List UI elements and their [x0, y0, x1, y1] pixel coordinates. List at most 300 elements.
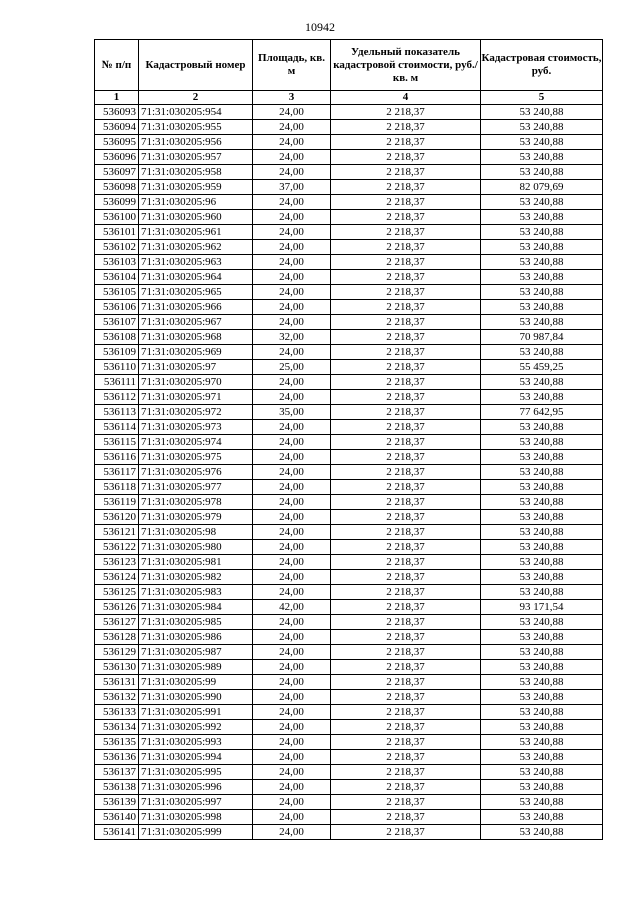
specific-value-cell: 2 218,37: [331, 465, 481, 480]
table-row: [95, 765, 603, 780]
column-number: 5: [481, 91, 603, 105]
area-cell: 24,00: [253, 795, 331, 810]
row-number-cell: 536123: [95, 555, 139, 570]
cadastral-number-cell: 71:31:030205:963: [139, 255, 253, 270]
area-cell: 24,00: [253, 465, 331, 480]
table-row: [95, 435, 603, 450]
specific-value-cell: 2 218,37: [331, 315, 481, 330]
header-cadastral-cost: Кадастровая стоимость, руб.: [481, 40, 603, 91]
specific-value-cell: 2 218,37: [331, 105, 481, 120]
specific-value-cell: 2 218,37: [331, 705, 481, 720]
header-cadastral-number: Кадастровый номер: [139, 40, 253, 91]
area-cell: 24,00: [253, 435, 331, 450]
table-row: [95, 510, 603, 525]
area-cell: 24,00: [253, 570, 331, 585]
table-row: [95, 420, 603, 435]
cadastral-cost-cell: 53 240,88: [481, 615, 603, 630]
cadastral-cost-cell: 53 240,88: [481, 195, 603, 210]
area-cell: 24,00: [253, 450, 331, 465]
area-cell: 24,00: [253, 780, 331, 795]
specific-value-cell: 2 218,37: [331, 810, 481, 825]
area-cell: 24,00: [253, 810, 331, 825]
row-number-cell: 536124: [95, 570, 139, 585]
cadastral-cost-cell: 53 240,88: [481, 585, 603, 600]
table-row: [95, 120, 603, 135]
area-cell: 24,00: [253, 765, 331, 780]
table-row: [95, 465, 603, 480]
specific-value-cell: 2 218,37: [331, 210, 481, 225]
area-cell: 24,00: [253, 240, 331, 255]
table-row: [95, 705, 603, 720]
cadastral-cost-cell: 53 240,88: [481, 375, 603, 390]
row-number-cell: 536135: [95, 735, 139, 750]
cadastral-cost-cell: 53 240,88: [481, 675, 603, 690]
cadastral-cost-cell: 53 240,88: [481, 540, 603, 555]
header-area: Площадь, кв. м: [253, 40, 331, 91]
table-row: [95, 555, 603, 570]
cadastral-number-cell: 71:31:030205:968: [139, 330, 253, 345]
area-cell: 24,00: [253, 120, 331, 135]
row-number-cell: 536117: [95, 465, 139, 480]
table-row: [95, 285, 603, 300]
cadastral-number-cell: 71:31:030205:991: [139, 705, 253, 720]
cadastral-cost-cell: 53 240,88: [481, 285, 603, 300]
column-number: 1: [95, 91, 139, 105]
specific-value-cell: 2 218,37: [331, 540, 481, 555]
cadastral-number-cell: 71:31:030205:979: [139, 510, 253, 525]
table-row: [95, 270, 603, 285]
area-cell: 24,00: [253, 540, 331, 555]
specific-value-cell: 2 218,37: [331, 390, 481, 405]
specific-value-cell: 2 218,37: [331, 825, 481, 840]
cadastral-value-table: [94, 39, 603, 840]
table-row: [95, 645, 603, 660]
specific-value-cell: 2 218,37: [331, 600, 481, 615]
specific-value-cell: 2 218,37: [331, 555, 481, 570]
cadastral-cost-cell: 53 240,88: [481, 270, 603, 285]
area-cell: 24,00: [253, 255, 331, 270]
area-cell: 24,00: [253, 480, 331, 495]
row-number-cell: 536100: [95, 210, 139, 225]
specific-value-cell: 2 218,37: [331, 285, 481, 300]
cadastral-cost-cell: 53 240,88: [481, 390, 603, 405]
cadastral-cost-cell: 53 240,88: [481, 135, 603, 150]
table-row: [95, 165, 603, 180]
area-cell: 24,00: [253, 825, 331, 840]
table-row: [95, 135, 603, 150]
specific-value-cell: 2 218,37: [331, 570, 481, 585]
row-number-cell: 536109: [95, 345, 139, 360]
area-cell: 35,00: [253, 405, 331, 420]
cadastral-number-cell: 71:31:030205:99: [139, 675, 253, 690]
cadastral-number-cell: 71:31:030205:995: [139, 765, 253, 780]
row-number-cell: 536098: [95, 180, 139, 195]
table-row: [95, 615, 603, 630]
table-row: [95, 630, 603, 645]
area-cell: 24,00: [253, 525, 331, 540]
specific-value-cell: 2 218,37: [331, 405, 481, 420]
cadastral-number-cell: 71:31:030205:971: [139, 390, 253, 405]
cadastral-number-cell: 71:31:030205:994: [139, 750, 253, 765]
cadastral-number-cell: 71:31:030205:990: [139, 690, 253, 705]
cadastral-cost-cell: 93 171,54: [481, 600, 603, 615]
cadastral-cost-cell: 53 240,88: [481, 435, 603, 450]
table-row: [95, 795, 603, 810]
cadastral-number-cell: 71:31:030205:993: [139, 735, 253, 750]
column-number: 2: [139, 91, 253, 105]
area-cell: 32,00: [253, 330, 331, 345]
cadastral-cost-cell: 53 240,88: [481, 510, 603, 525]
table-row: [95, 540, 603, 555]
table-row: [95, 360, 603, 375]
specific-value-cell: 2 218,37: [331, 645, 481, 660]
cadastral-cost-cell: 53 240,88: [481, 300, 603, 315]
specific-value-cell: 2 218,37: [331, 585, 481, 600]
cadastral-number-cell: 71:31:030205:986: [139, 630, 253, 645]
cadastral-number-cell: 71:31:030205:974: [139, 435, 253, 450]
table-row: [95, 330, 603, 345]
row-number-cell: 536114: [95, 420, 139, 435]
specific-value-cell: 2 218,37: [331, 780, 481, 795]
cadastral-number-cell: 71:31:030205:972: [139, 405, 253, 420]
specific-value-cell: 2 218,37: [331, 615, 481, 630]
area-cell: 24,00: [253, 495, 331, 510]
cadastral-cost-cell: 53 240,88: [481, 690, 603, 705]
area-cell: 24,00: [253, 375, 331, 390]
table-row: [95, 150, 603, 165]
specific-value-cell: 2 218,37: [331, 375, 481, 390]
specific-value-cell: 2 218,37: [331, 420, 481, 435]
area-cell: 24,00: [253, 645, 331, 660]
table-row: [95, 315, 603, 330]
cadastral-cost-cell: 53 240,88: [481, 210, 603, 225]
cadastral-cost-cell: 53 240,88: [481, 495, 603, 510]
area-cell: 24,00: [253, 150, 331, 165]
row-number-cell: 536093: [95, 105, 139, 120]
cadastral-number-cell: 71:31:030205:996: [139, 780, 253, 795]
cadastral-number-cell: 71:31:030205:969: [139, 345, 253, 360]
cadastral-number-cell: 71:31:030205:976: [139, 465, 253, 480]
area-cell: 24,00: [253, 300, 331, 315]
area-cell: 24,00: [253, 345, 331, 360]
cadastral-cost-cell: 53 240,88: [481, 345, 603, 360]
specific-value-cell: 2 218,37: [331, 360, 481, 375]
specific-value-cell: 2 218,37: [331, 735, 481, 750]
table-header-row: [95, 40, 603, 91]
area-cell: 24,00: [253, 195, 331, 210]
area-cell: 24,00: [253, 285, 331, 300]
row-number-cell: 536096: [95, 150, 139, 165]
row-number-cell: 536128: [95, 630, 139, 645]
cadastral-number-cell: 71:31:030205:999: [139, 825, 253, 840]
row-number-cell: 536136: [95, 750, 139, 765]
row-number-cell: 536120: [95, 510, 139, 525]
row-number-cell: 536115: [95, 435, 139, 450]
cadastral-number-cell: 71:31:030205:987: [139, 645, 253, 660]
specific-value-cell: 2 218,37: [331, 120, 481, 135]
table-row: [95, 720, 603, 735]
row-number-cell: 536104: [95, 270, 139, 285]
row-number-cell: 536130: [95, 660, 139, 675]
row-number-cell: 536107: [95, 315, 139, 330]
area-cell: 24,00: [253, 675, 331, 690]
cadastral-cost-cell: 53 240,88: [481, 165, 603, 180]
cadastral-cost-cell: 53 240,88: [481, 795, 603, 810]
cadastral-cost-cell: 53 240,88: [481, 450, 603, 465]
area-cell: 24,00: [253, 420, 331, 435]
cadastral-number-cell: 71:31:030205:98: [139, 525, 253, 540]
row-number-cell: 536103: [95, 255, 139, 270]
cadastral-cost-cell: 77 642,95: [481, 405, 603, 420]
table-row: [95, 390, 603, 405]
area-cell: 24,00: [253, 270, 331, 285]
specific-value-cell: 2 218,37: [331, 270, 481, 285]
row-number-cell: 536138: [95, 780, 139, 795]
cadastral-cost-cell: 53 240,88: [481, 570, 603, 585]
cadastral-cost-cell: 53 240,88: [481, 750, 603, 765]
table-row: [95, 195, 603, 210]
cadastral-number-cell: 71:31:030205:989: [139, 660, 253, 675]
table-row: [95, 750, 603, 765]
specific-value-cell: 2 218,37: [331, 150, 481, 165]
row-number-cell: 536129: [95, 645, 139, 660]
cadastral-cost-cell: 53 240,88: [481, 120, 603, 135]
specific-value-cell: 2 218,37: [331, 330, 481, 345]
cadastral-cost-cell: 53 240,88: [481, 825, 603, 840]
area-cell: 24,00: [253, 105, 331, 120]
cadastral-cost-cell: 53 240,88: [481, 810, 603, 825]
table-row: [95, 375, 603, 390]
row-number-cell: 536099: [95, 195, 139, 210]
cadastral-cost-cell: 53 240,88: [481, 480, 603, 495]
column-number: 4: [331, 91, 481, 105]
table-row: [95, 585, 603, 600]
row-number-cell: 536110: [95, 360, 139, 375]
table-row: [95, 735, 603, 750]
area-cell: 24,00: [253, 555, 331, 570]
area-cell: 42,00: [253, 600, 331, 615]
cadastral-number-cell: 71:31:030205:982: [139, 570, 253, 585]
specific-value-cell: 2 218,37: [331, 195, 481, 210]
cadastral-cost-cell: 53 240,88: [481, 150, 603, 165]
specific-value-cell: 2 218,37: [331, 240, 481, 255]
row-number-cell: 536137: [95, 765, 139, 780]
row-number-cell: 536126: [95, 600, 139, 615]
cadastral-cost-cell: 53 240,88: [481, 555, 603, 570]
table-row: [95, 600, 603, 615]
area-cell: 24,00: [253, 750, 331, 765]
area-cell: 37,00: [253, 180, 331, 195]
table-row: [95, 255, 603, 270]
specific-value-cell: 2 218,37: [331, 525, 481, 540]
cadastral-cost-cell: 53 240,88: [481, 720, 603, 735]
cadastral-cost-cell: 53 240,88: [481, 630, 603, 645]
specific-value-cell: 2 218,37: [331, 255, 481, 270]
table-row: [95, 480, 603, 495]
row-number-cell: 536139: [95, 795, 139, 810]
cadastral-number-cell: 71:31:030205:983: [139, 585, 253, 600]
cadastral-cost-cell: 53 240,88: [481, 525, 603, 540]
row-number-cell: 536122: [95, 540, 139, 555]
area-cell: 24,00: [253, 210, 331, 225]
specific-value-cell: 2 218,37: [331, 135, 481, 150]
area-cell: 24,00: [253, 135, 331, 150]
specific-value-cell: 2 218,37: [331, 660, 481, 675]
cadastral-number-cell: 71:31:030205:980: [139, 540, 253, 555]
cadastral-number-cell: 71:31:030205:956: [139, 135, 253, 150]
area-cell: 24,00: [253, 705, 331, 720]
specific-value-cell: 2 218,37: [331, 750, 481, 765]
cadastral-number-cell: 71:31:030205:955: [139, 120, 253, 135]
column-number-row: [95, 91, 603, 105]
row-number-cell: 536094: [95, 120, 139, 135]
table-row: [95, 525, 603, 540]
row-number-cell: 536140: [95, 810, 139, 825]
cadastral-number-cell: 71:31:030205:970: [139, 375, 253, 390]
cadastral-number-cell: 71:31:030205:960: [139, 210, 253, 225]
specific-value-cell: 2 218,37: [331, 450, 481, 465]
table-row: [95, 345, 603, 360]
cadastral-cost-cell: 53 240,88: [481, 105, 603, 120]
specific-value-cell: 2 218,37: [331, 675, 481, 690]
cadastral-number-cell: 71:31:030205:957: [139, 150, 253, 165]
row-number-cell: 536119: [95, 495, 139, 510]
header-row-number: № п/п: [95, 40, 139, 91]
cadastral-cost-cell: 53 240,88: [481, 660, 603, 675]
specific-value-cell: 2 218,37: [331, 300, 481, 315]
table-row: [95, 690, 603, 705]
table-row: [95, 300, 603, 315]
cadastral-cost-cell: 53 240,88: [481, 225, 603, 240]
cadastral-cost-cell: 53 240,88: [481, 255, 603, 270]
area-cell: 24,00: [253, 390, 331, 405]
cadastral-number-cell: 71:31:030205:97: [139, 360, 253, 375]
row-number-cell: 536097: [95, 165, 139, 180]
table-row: [95, 675, 603, 690]
row-number-cell: 536116: [95, 450, 139, 465]
cadastral-number-cell: 71:31:030205:961: [139, 225, 253, 240]
page-number: 10942: [305, 20, 335, 34]
cadastral-cost-cell: 82 079,69: [481, 180, 603, 195]
specific-value-cell: 2 218,37: [331, 765, 481, 780]
row-number-cell: 536132: [95, 690, 139, 705]
row-number-cell: 536121: [95, 525, 139, 540]
cadastral-number-cell: 71:31:030205:964: [139, 270, 253, 285]
row-number-cell: 536101: [95, 225, 139, 240]
cadastral-number-cell: 71:31:030205:958: [139, 165, 253, 180]
cadastral-cost-cell: 53 240,88: [481, 315, 603, 330]
cadastral-number-cell: 71:31:030205:966: [139, 300, 253, 315]
specific-value-cell: 2 218,37: [331, 480, 481, 495]
row-number-cell: 536095: [95, 135, 139, 150]
cadastral-number-cell: 71:31:030205:977: [139, 480, 253, 495]
area-cell: 24,00: [253, 660, 331, 675]
area-cell: 24,00: [253, 735, 331, 750]
specific-value-cell: 2 218,37: [331, 495, 481, 510]
area-cell: 24,00: [253, 165, 331, 180]
specific-value-cell: 2 218,37: [331, 435, 481, 450]
area-cell: 25,00: [253, 360, 331, 375]
table-row: [95, 240, 603, 255]
specific-value-cell: 2 218,37: [331, 690, 481, 705]
cadastral-number-cell: 71:31:030205:973: [139, 420, 253, 435]
table-row: [95, 225, 603, 240]
cadastral-number-cell: 71:31:030205:992: [139, 720, 253, 735]
table-row: [95, 825, 603, 840]
area-cell: 24,00: [253, 690, 331, 705]
row-number-cell: 536131: [95, 675, 139, 690]
cadastral-cost-cell: 53 240,88: [481, 735, 603, 750]
area-cell: 24,00: [253, 630, 331, 645]
table-row: [95, 570, 603, 585]
specific-value-cell: 2 218,37: [331, 630, 481, 645]
table-row: [95, 780, 603, 795]
row-number-cell: 536112: [95, 390, 139, 405]
cadastral-cost-cell: 53 240,88: [481, 240, 603, 255]
row-number-cell: 536134: [95, 720, 139, 735]
row-number-cell: 536105: [95, 285, 139, 300]
table-row: [95, 180, 603, 195]
row-number-cell: 536125: [95, 585, 139, 600]
row-number-cell: 536102: [95, 240, 139, 255]
row-number-cell: 536141: [95, 825, 139, 840]
specific-value-cell: 2 218,37: [331, 225, 481, 240]
cadastral-cost-cell: 53 240,88: [481, 465, 603, 480]
cadastral-number-cell: 71:31:030205:96: [139, 195, 253, 210]
specific-value-cell: 2 218,37: [331, 510, 481, 525]
area-cell: 24,00: [253, 510, 331, 525]
cadastral-cost-cell: 53 240,88: [481, 645, 603, 660]
cadastral-cost-cell: 53 240,88: [481, 780, 603, 795]
specific-value-cell: 2 218,37: [331, 795, 481, 810]
cadastral-number-cell: 71:31:030205:998: [139, 810, 253, 825]
table-row: [95, 450, 603, 465]
cadastral-number-cell: 71:31:030205:962: [139, 240, 253, 255]
area-cell: 24,00: [253, 225, 331, 240]
row-number-cell: 536133: [95, 705, 139, 720]
cadastral-number-cell: 71:31:030205:959: [139, 180, 253, 195]
cadastral-cost-cell: 55 459,25: [481, 360, 603, 375]
row-number-cell: 536106: [95, 300, 139, 315]
specific-value-cell: 2 218,37: [331, 720, 481, 735]
area-cell: 24,00: [253, 720, 331, 735]
area-cell: 24,00: [253, 315, 331, 330]
cadastral-cost-cell: 70 987,84: [481, 330, 603, 345]
table-row: [95, 495, 603, 510]
cadastral-number-cell: 71:31:030205:975: [139, 450, 253, 465]
row-number-cell: 536118: [95, 480, 139, 495]
cadastral-cost-cell: 53 240,88: [481, 705, 603, 720]
table-body: [95, 105, 603, 840]
cadastral-number-cell: 71:31:030205:981: [139, 555, 253, 570]
cadastral-number-cell: 71:31:030205:954: [139, 105, 253, 120]
table-row: [95, 405, 603, 420]
cadastral-number-cell: 71:31:030205:978: [139, 495, 253, 510]
specific-value-cell: 2 218,37: [331, 165, 481, 180]
row-number-cell: 536111: [95, 375, 139, 390]
row-number-cell: 536113: [95, 405, 139, 420]
cadastral-cost-cell: 53 240,88: [481, 765, 603, 780]
cadastral-cost-cell: 53 240,88: [481, 420, 603, 435]
table-row: [95, 210, 603, 225]
table-row: [95, 105, 603, 120]
table-row: [95, 660, 603, 675]
specific-value-cell: 2 218,37: [331, 345, 481, 360]
area-cell: 24,00: [253, 615, 331, 630]
table-row: [95, 810, 603, 825]
cadastral-number-cell: 71:31:030205:997: [139, 795, 253, 810]
cadastral-number-cell: 71:31:030205:984: [139, 600, 253, 615]
